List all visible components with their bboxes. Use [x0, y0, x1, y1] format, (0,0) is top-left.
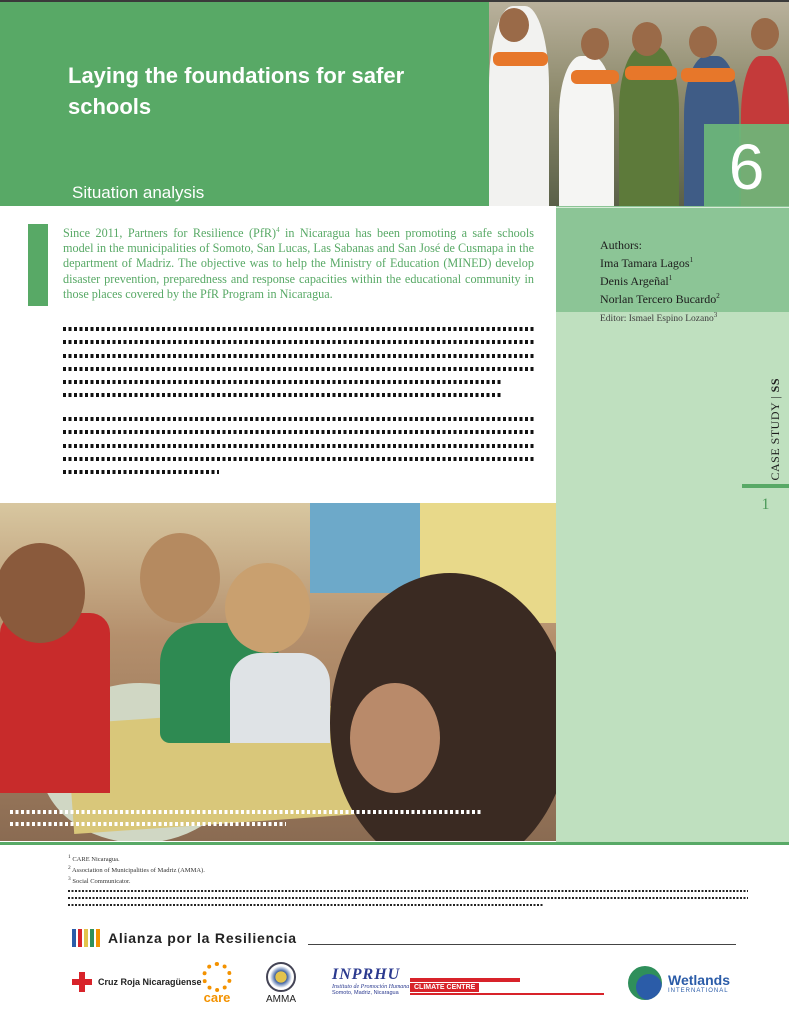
photo-face	[499, 8, 529, 42]
amma-seal-icon	[266, 962, 296, 992]
footnotes	[68, 853, 748, 911]
red-cross-icon	[72, 972, 92, 992]
chapter-number: 6	[728, 131, 765, 203]
main-photo-children-map	[0, 503, 556, 841]
authors-label: Authors:	[600, 238, 642, 252]
wetlands-mark-icon	[628, 966, 662, 1000]
cruz-roja-logo	[72, 972, 202, 992]
photo-scarf	[571, 70, 619, 84]
climate-centre-logo	[410, 978, 604, 995]
author-name: Norlan Tercero Bucardo$^2$	[600, 292, 720, 306]
photo-face	[350, 683, 440, 793]
editor-credit: Editor: Ismael Espino Lozano$^3$	[600, 311, 718, 325]
case-study-label: CASE STUDY | SS	[768, 378, 782, 481]
alliance-logo-icon	[72, 929, 102, 947]
page-title: Laying the foundations for safer schools	[68, 63, 405, 119]
body-text-redacted-1	[63, 327, 535, 407]
page-number: 1	[761, 496, 770, 513]
footnote-redacted	[68, 897, 748, 899]
footnote: $^2$ Association of Municipalities of Madriz (AMMA).	[68, 865, 205, 875]
footer-rule	[0, 842, 789, 845]
alliance-name: Alianza por la Resiliencia	[108, 930, 297, 946]
author-name: Denis Argeñal$^1$	[600, 274, 673, 288]
alliance-rule	[308, 944, 736, 945]
cruz-roja-name: Cruz Roja Nicaragüense	[98, 977, 202, 987]
photo-face	[225, 563, 310, 653]
photo-face	[689, 26, 717, 58]
photo-figure	[230, 653, 330, 743]
inprhu-name: INPRHU	[332, 966, 401, 983]
page-number-rule	[742, 484, 789, 488]
climate-centre-bar	[410, 978, 520, 982]
inprhu-place: Somoto, Madriz, Nicaragua	[332, 990, 399, 996]
photo-face	[632, 22, 662, 56]
care-logo	[202, 962, 232, 1005]
photo-face	[751, 18, 779, 50]
authors-divider	[556, 207, 789, 208]
photo-face	[140, 533, 220, 623]
wetlands-subtitle: INTERNATIONAL	[668, 988, 729, 994]
inprhu-logo	[332, 966, 409, 996]
footnote: $^1$ CARE Nicaragua.	[68, 854, 120, 864]
amma-name: AMMA	[266, 994, 296, 1005]
wetlands-logo	[628, 966, 730, 1000]
care-name: care	[203, 990, 231, 1005]
footnote-redacted	[68, 904, 544, 906]
alliance-banner	[72, 929, 297, 947]
photo-face	[581, 28, 609, 60]
photo-scarf	[625, 66, 677, 80]
section-label: Situation analysis	[72, 183, 205, 202]
amma-logo	[266, 962, 296, 1005]
author-name: Ima Tamara Lagos$^1$	[600, 256, 694, 270]
partner-logos	[0, 960, 789, 1010]
intro-paragraph: Since 2011, Partners for Resilience (PfR)$^4$ in Nicaragua has been promoting a safe schools model in the municipalities of Somoto, San Lucas, Las Sabanas and San José de Cusmapa in the department of Madriz. The objective was to help the Ministry of Education (MINED) develop disaster prevention, preparedness and response capacities within the educational community in those places covered by the PfR Program in Nicaragua.	[63, 226, 534, 301]
wetlands-name: Wetlands	[668, 972, 730, 988]
authors-list	[600, 238, 720, 327]
intro-accent-bar	[28, 224, 48, 306]
photo-scarf	[681, 68, 735, 82]
climate-centre-name: CLIMATE CENTRE	[410, 983, 479, 992]
body-text-redacted-2	[63, 417, 535, 483]
climate-centre-rule	[410, 993, 604, 995]
care-icon	[202, 962, 232, 992]
inprhu-subtitle: Instituto de Promoción Humana	[332, 984, 410, 990]
photo-caption-redacted	[10, 810, 530, 834]
footnote: $^3$ Social Communicator.	[68, 876, 131, 886]
photo-scarf	[493, 52, 548, 66]
footnote-redacted	[68, 890, 748, 892]
photo-shape	[310, 503, 420, 593]
